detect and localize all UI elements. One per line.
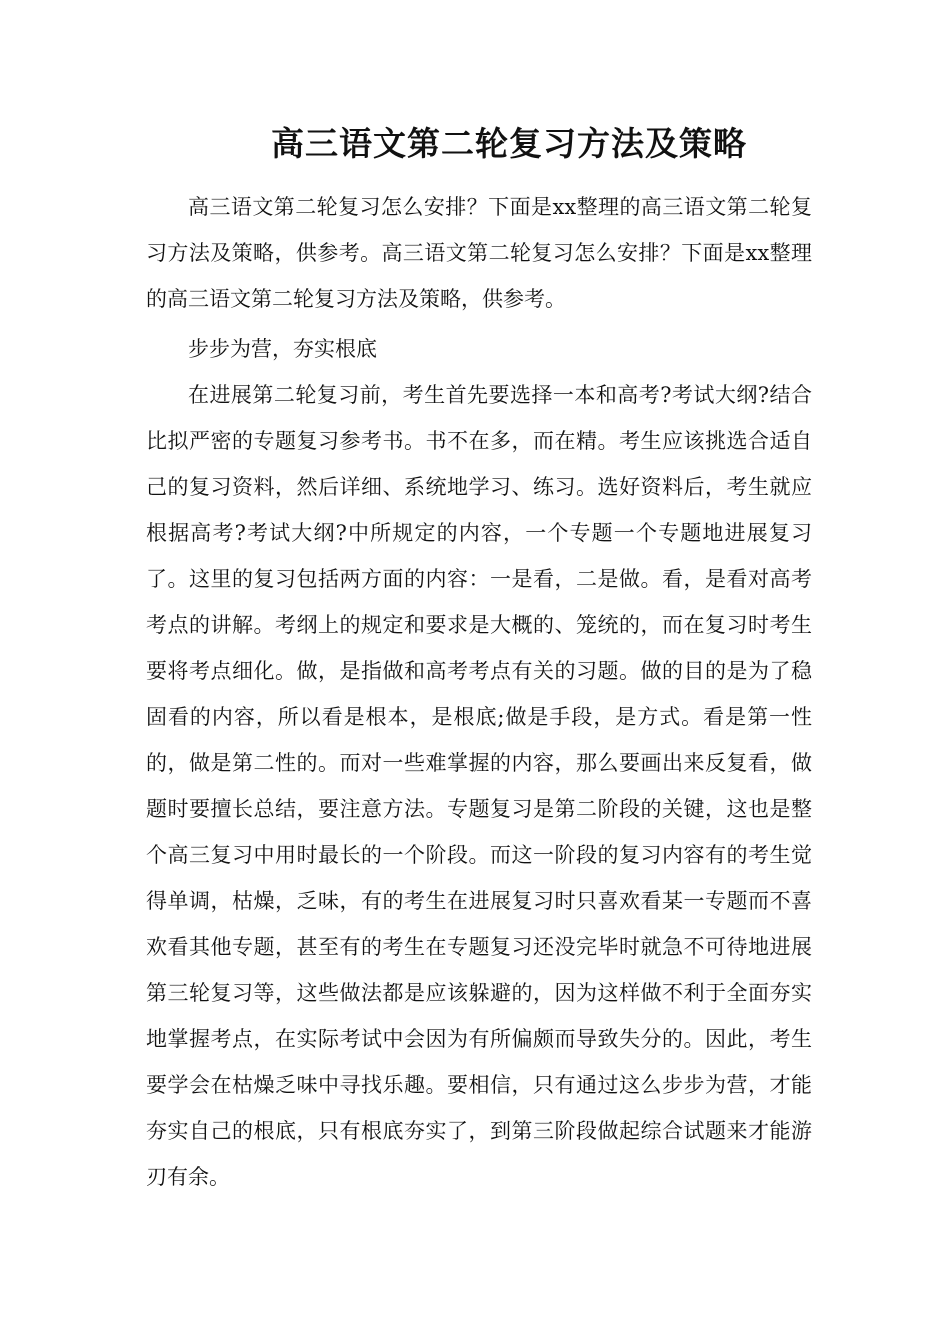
- section-heading: 步步为营，夯实根底: [188, 337, 377, 361]
- intro-paragraph: 高三语文第二轮复习怎么安排？下面是xx整理的高三语文第二轮复习方法及策略，供参考。高三语文第二轮复习怎么安排？下面是xx整理的高三语文第二轮复习方法及策略，供参考。: [146, 195, 812, 311]
- document-title: 高三语文第二轮复习方法及策略: [271, 124, 747, 163]
- document-body: [146, 184, 812, 1204]
- body-paragraph: 在进展第二轮复习前，考生首先要选择一本和高考?考试大纲?结合比拟严密的专题复习参考书。书不在多，而在精。考生应该挑选合适自己的复习资料，然后详细、系统地学习、练习。选好资料后，考生就应根据高考?考试大纲?中所规定的内容，一个专题一个专题地进展复习了。这里的复习包括两方面的内容：一是看，二是做。看，是看对高考考点的讲解。考纲上的规定和要求是大概的、笼统的，而在复习时考生要将考点细化。做，是指做和高考考点有关的习题。做的目的是为了稳固看的内容，所以看是根本，是根底;做是手段，是方式。看是第一性的，做是第二性的。而对一些难掌握的内容，那么要画出来反复看，做题时要擅长总结，要注意方法。专题复习是第二阶段的关键，这也是整个高三复习中用时最长的一个阶段。而这一阶段的复习内容有的考生觉得单调，枯燥，乏味，有的考生在进展复习时只喜欢看某一专题而不喜欢看其他专题，甚至有的考生在专题复习还没完毕时就急不可待地进展第三轮复习等，这些做法都是应该躲避的，因为这样做不利于全面夯实地掌握考点，在实际考试中会因为有所偏颇而导致失分的。因此，考生要学会在枯燥乏味中寻找乐趣。要相信，只有通过这么步步为营，才能夯实自己的根底，只有根底夯实了，到第三阶段做起综合试题来才能游刃有余。: [146, 383, 812, 1189]
